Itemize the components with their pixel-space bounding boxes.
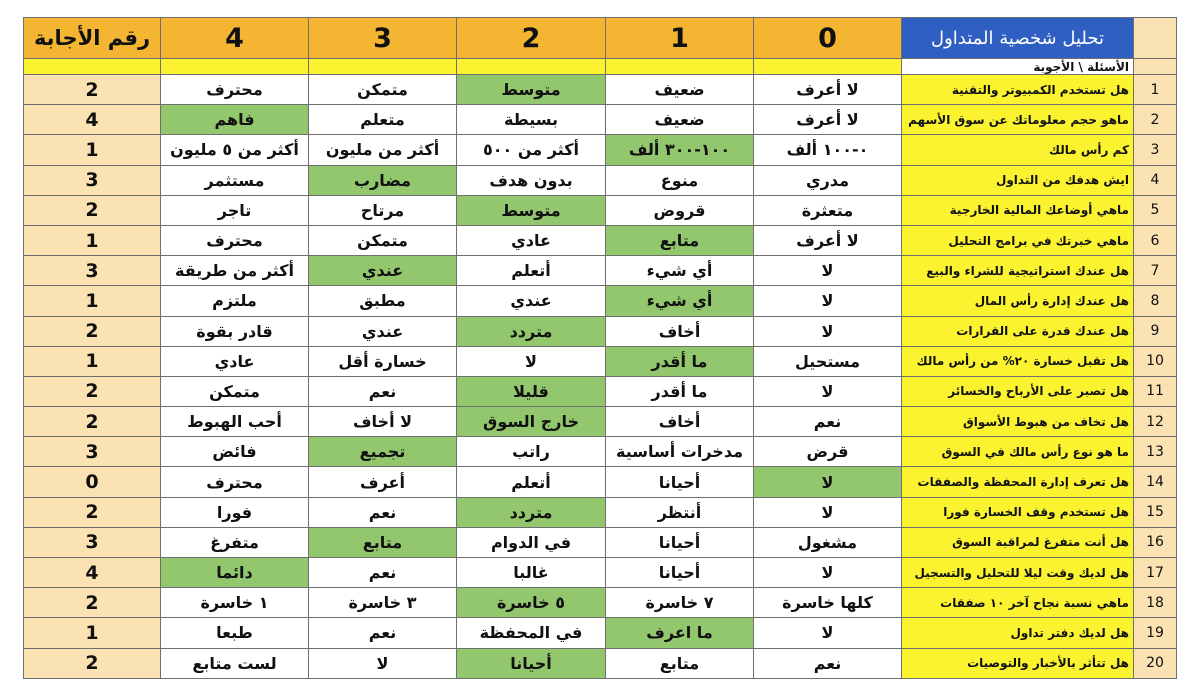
answer-level-0-cell: لا: [754, 316, 902, 346]
answer-level-0-cell: لا: [754, 618, 902, 648]
level-2-header: 2: [457, 18, 606, 59]
answer-level-3-cell: لا أخاف: [309, 407, 457, 437]
answer-level-2-cell: متوسط: [457, 195, 606, 225]
answer-level-3-cell: متعلم: [309, 105, 457, 135]
answer-level-4-cell: لست متابع: [161, 648, 309, 678]
answer-level-4-cell: محترف: [161, 75, 309, 105]
answer-level-0-cell: مشغول: [754, 527, 902, 557]
subheader-empty-cell: [161, 59, 309, 75]
answer-level-3-cell: متمكن: [309, 225, 457, 255]
answer-level-0-cell: لا أعرف: [754, 75, 902, 105]
answer-level-3-cell: خسارة أقل: [309, 346, 457, 376]
row-number-cell: 12: [1134, 407, 1177, 437]
trader-analysis-table: [23, 17, 1177, 679]
answer-level-1-cell: ما اعرف: [606, 618, 754, 648]
answer-level-2-cell: ٥ خاسرة: [457, 588, 606, 618]
row-number-cell: 17: [1134, 558, 1177, 588]
question-cell: هل لديك دفتر تداول: [902, 618, 1134, 648]
answer-level-0-cell: متعثرة: [754, 195, 902, 225]
answer-level-1-cell: ٧ خاسرة: [606, 588, 754, 618]
answer-level-3-cell: أكثر من مليون: [309, 135, 457, 165]
response-number-cell: 3: [24, 527, 161, 557]
row-number-cell: 6: [1134, 225, 1177, 255]
answer-level-0-cell: لا: [754, 467, 902, 497]
question-row: [24, 105, 1177, 135]
answer-level-4-cell: مستثمر: [161, 165, 309, 195]
answer-level-2-cell: خارج السوق: [457, 407, 606, 437]
question-row: [24, 467, 1177, 497]
row-number-cell: 20: [1134, 648, 1177, 678]
index-header-cell: [1134, 18, 1177, 59]
question-cell: ماهو حجم معلوماتك عن سوق الأسهم: [902, 105, 1134, 135]
question-cell: هل تقبل خسارة ٢٠% من رأس مالك: [902, 346, 1134, 376]
answer-level-1-cell: ما أقدر: [606, 376, 754, 406]
answer-level-0-cell: لا: [754, 558, 902, 588]
answer-level-1-cell: ضعيف: [606, 75, 754, 105]
response-number-cell: 2: [24, 376, 161, 406]
answer-level-1-cell: أخاف: [606, 407, 754, 437]
question-row: [24, 316, 1177, 346]
response-number-cell: 2: [24, 648, 161, 678]
answer-level-2-cell: راتب: [457, 437, 606, 467]
question-row: [24, 195, 1177, 225]
answer-level-0-cell: نعم: [754, 648, 902, 678]
level-3-header: 3: [309, 18, 457, 59]
question-row: [24, 256, 1177, 286]
question-cell: هل أنت متفرغ لمراقبة السوق: [902, 527, 1134, 557]
question-cell: هل تخاف من هبوط الأسواق: [902, 407, 1134, 437]
answer-level-3-cell: مرتاح: [309, 195, 457, 225]
answer-level-0-cell: لا: [754, 256, 902, 286]
answer-level-2-cell: عندي: [457, 286, 606, 316]
answer-level-0-cell: قرض: [754, 437, 902, 467]
answer-level-2-cell: عادي: [457, 225, 606, 255]
answer-level-4-cell: ملتزم: [161, 286, 309, 316]
answer-level-1-cell: متابع: [606, 225, 754, 255]
question-cell: ما هو نوع رأس مالك في السوق: [902, 437, 1134, 467]
question-cell: هل تصبر على الأرباح والخسائر: [902, 376, 1134, 406]
answer-level-4-cell: محترف: [161, 225, 309, 255]
row-number-cell: 13: [1134, 437, 1177, 467]
response-number-cell: 1: [24, 225, 161, 255]
question-row: [24, 527, 1177, 557]
answer-level-4-cell: أكثر من طريقة: [161, 256, 309, 286]
answer-level-4-cell: محترف: [161, 467, 309, 497]
answer-level-0-cell: لا: [754, 376, 902, 406]
subheader-index-cell: [1134, 59, 1177, 75]
answer-level-3-cell: نعم: [309, 558, 457, 588]
questions-answers-label: الأسئلة \ الأجوبة: [902, 59, 1134, 75]
question-row: [24, 558, 1177, 588]
answer-level-2-cell: متوسط: [457, 75, 606, 105]
answer-level-0-cell: لا أعرف: [754, 105, 902, 135]
answer-level-1-cell: أحيانا: [606, 527, 754, 557]
row-number-cell: 16: [1134, 527, 1177, 557]
response-number-cell: 2: [24, 195, 161, 225]
response-number-cell: 2: [24, 407, 161, 437]
answer-level-4-cell: متمكن: [161, 376, 309, 406]
question-row: [24, 437, 1177, 467]
answer-level-4-cell: عادي: [161, 346, 309, 376]
response-number-cell: 4: [24, 105, 161, 135]
answer-level-3-cell: لا: [309, 648, 457, 678]
question-row: [24, 346, 1177, 376]
answer-level-3-cell: نعم: [309, 497, 457, 527]
answer-level-2-cell: بسيطة: [457, 105, 606, 135]
answer-level-2-cell: أكثر من ٥٠٠: [457, 135, 606, 165]
question-cell: هل لديك وقت ليلا للتحليل والتسجيل: [902, 558, 1134, 588]
answer-level-2-cell: غالبا: [457, 558, 606, 588]
answer-level-3-cell: نعم: [309, 376, 457, 406]
answer-level-3-cell: مضارب: [309, 165, 457, 195]
answer-level-1-cell: أحيانا: [606, 558, 754, 588]
answer-level-4-cell: متفرغ: [161, 527, 309, 557]
answer-level-3-cell: عندي: [309, 256, 457, 286]
answer-level-1-cell: قروض: [606, 195, 754, 225]
response-number-cell: 3: [24, 437, 161, 467]
answer-level-1-cell: أحيانا: [606, 467, 754, 497]
answer-level-1-cell: أخاف: [606, 316, 754, 346]
answer-level-1-cell: متابع: [606, 648, 754, 678]
answer-level-2-cell: بدون هدف: [457, 165, 606, 195]
answer-level-2-cell: أتعلم: [457, 467, 606, 497]
response-number-cell: 2: [24, 316, 161, 346]
row-number-cell: 11: [1134, 376, 1177, 406]
answer-level-4-cell: فورا: [161, 497, 309, 527]
answer-level-3-cell: نعم: [309, 618, 457, 648]
response-number-cell: 4: [24, 558, 161, 588]
answer-level-0-cell: كلها خاسرة: [754, 588, 902, 618]
answer-level-0-cell: لا: [754, 286, 902, 316]
question-cell: كم رأس مالك: [902, 135, 1134, 165]
question-row: [24, 165, 1177, 195]
answer-level-0-cell: لا أعرف: [754, 225, 902, 255]
subheader-empty-cell: [457, 59, 606, 75]
response-number-cell: 2: [24, 75, 161, 105]
answer-level-3-cell: أعرف: [309, 467, 457, 497]
level-4-header: 4: [161, 18, 309, 59]
question-cell: هل عندك إدارة رأس المال: [902, 286, 1134, 316]
sheet-title: تحليل شخصية المتداول: [902, 18, 1134, 59]
row-number-cell: 1: [1134, 75, 1177, 105]
question-row: [24, 618, 1177, 648]
answer-level-0-cell: لا: [754, 497, 902, 527]
row-number-cell: 3: [1134, 135, 1177, 165]
question-row: [24, 135, 1177, 165]
question-cell: ماهي خبرتك في برامج التحليل: [902, 225, 1134, 255]
level-0-header: 0: [754, 18, 902, 59]
subheader-empty-cell: [754, 59, 902, 75]
answer-level-4-cell: تاجر: [161, 195, 309, 225]
answer-level-2-cell: قليلا: [457, 376, 606, 406]
answer-level-3-cell: متمكن: [309, 75, 457, 105]
row-number-cell: 9: [1134, 316, 1177, 346]
row-number-cell: 15: [1134, 497, 1177, 527]
question-row: [24, 648, 1177, 678]
answer-level-1-cell: ضعيف: [606, 105, 754, 135]
row-number-cell: 8: [1134, 286, 1177, 316]
question-cell: هل عندك قدرة على القرارات: [902, 316, 1134, 346]
answer-level-1-cell: ١٠٠-٣٠٠ ألف: [606, 135, 754, 165]
response-number-cell: 1: [24, 286, 161, 316]
subheader-empty-cell: [24, 59, 161, 75]
row-number-cell: 5: [1134, 195, 1177, 225]
question-row: [24, 225, 1177, 255]
answer-level-2-cell: لا: [457, 346, 606, 376]
answer-level-3-cell: تجميع: [309, 437, 457, 467]
question-row: [24, 376, 1177, 406]
subheader-empty-cell: [309, 59, 457, 75]
response-number-cell: 2: [24, 497, 161, 527]
answer-level-3-cell: مطبق: [309, 286, 457, 316]
answer-level-1-cell: أي شيء: [606, 286, 754, 316]
answer-level-3-cell: متابع: [309, 527, 457, 557]
question-cell: هل تستخدم الكمبيوتر والتقنية: [902, 75, 1134, 105]
answer-level-4-cell: دائما: [161, 558, 309, 588]
response-number-cell: 1: [24, 135, 161, 165]
answer-level-1-cell: أنتظر: [606, 497, 754, 527]
answer-level-4-cell: ١ خاسرة: [161, 588, 309, 618]
question-cell: ماهي أوضاعك المالية الخارجية: [902, 195, 1134, 225]
answer-level-2-cell: متردد: [457, 497, 606, 527]
answer-level-0-cell: ٠-١٠٠ ألف: [754, 135, 902, 165]
question-row: [24, 75, 1177, 105]
row-number-cell: 7: [1134, 256, 1177, 286]
row-number-cell: 14: [1134, 467, 1177, 497]
question-cell: هل تتأثر بالأخبار والتوصيات: [902, 648, 1134, 678]
answer-level-1-cell: منوع: [606, 165, 754, 195]
answer-level-3-cell: ٣ خاسرة: [309, 588, 457, 618]
response-number-header: رقم الأجابة: [24, 18, 161, 59]
response-number-cell: 2: [24, 588, 161, 618]
row-number-cell: 4: [1134, 165, 1177, 195]
question-cell: هل تستخدم وقف الخسارة فورا: [902, 497, 1134, 527]
answer-level-2-cell: أحيانا: [457, 648, 606, 678]
row-number-cell: 18: [1134, 588, 1177, 618]
question-row: [24, 407, 1177, 437]
row-number-cell: 2: [1134, 105, 1177, 135]
question-cell: ماهي نسبة نجاح آخر ١٠ صفقات: [902, 588, 1134, 618]
response-number-cell: 3: [24, 256, 161, 286]
response-number-cell: 1: [24, 618, 161, 648]
header-row: [24, 18, 1177, 59]
answer-level-4-cell: طبعا: [161, 618, 309, 648]
answer-level-4-cell: قادر بقوة: [161, 316, 309, 346]
row-number-cell: 10: [1134, 346, 1177, 376]
level-1-header: 1: [606, 18, 754, 59]
question-row: [24, 497, 1177, 527]
answer-level-1-cell: مدخرات أساسية: [606, 437, 754, 467]
question-row: [24, 286, 1177, 316]
response-number-cell: 0: [24, 467, 161, 497]
answer-level-2-cell: في المحفظة: [457, 618, 606, 648]
answer-level-0-cell: نعم: [754, 407, 902, 437]
answer-level-2-cell: في الدوام: [457, 527, 606, 557]
row-number-cell: 19: [1134, 618, 1177, 648]
question-cell: هل عندك استراتيجية للشراء والبيع: [902, 256, 1134, 286]
subheader-row: [24, 59, 1177, 75]
answer-level-4-cell: أكثر من ٥ مليون: [161, 135, 309, 165]
answer-level-2-cell: متردد: [457, 316, 606, 346]
answer-level-0-cell: مدري: [754, 165, 902, 195]
answer-level-4-cell: أحب الهبوط: [161, 407, 309, 437]
response-number-cell: 3: [24, 165, 161, 195]
subheader-empty-cell: [606, 59, 754, 75]
response-number-cell: 1: [24, 346, 161, 376]
answer-level-0-cell: مستحيل: [754, 346, 902, 376]
answer-level-1-cell: ما أقدر: [606, 346, 754, 376]
question-cell: ايش هدفك من التداول: [902, 165, 1134, 195]
question-cell: هل تعرف إدارة المحفظة والصفقات: [902, 467, 1134, 497]
answer-level-1-cell: أي شيء: [606, 256, 754, 286]
question-row: [24, 588, 1177, 618]
answer-level-4-cell: فائض: [161, 437, 309, 467]
answer-level-3-cell: عندي: [309, 316, 457, 346]
answer-level-2-cell: أتعلم: [457, 256, 606, 286]
answer-level-4-cell: فاهم: [161, 105, 309, 135]
